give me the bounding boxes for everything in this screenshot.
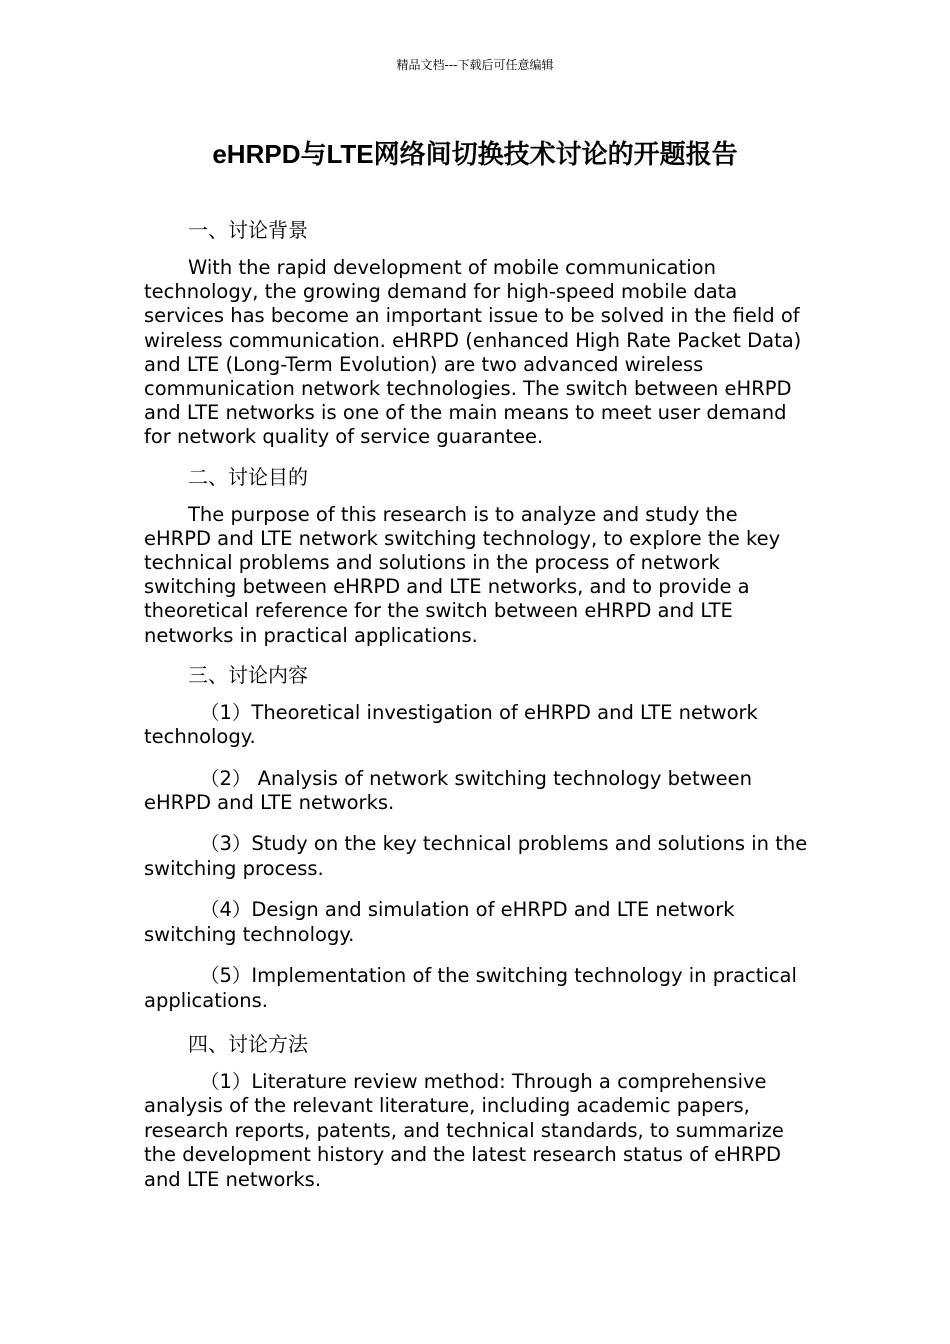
header-note: 精品文档---下载后可任意编辑: [396, 58, 554, 72]
content-item-4: （4）Design and simulation of eHRPD and LTE network switching technology.: [144, 898, 735, 946]
content-item-3: （3）Study on the key technical problems and solutions in the switching process.: [144, 832, 808, 880]
method-item-1: （1）Literature review method: Through a comprehensive analysis of the relevant literature, including academic papers, research reports, patents, and technical standards, to summarize the development history and the latest research status of eHRPD and LTE networks.: [144, 1069, 784, 1191]
section-heading-purpose: 二、讨论目的: [188, 464, 308, 489]
document-title: eHRPD与LTE网络间切换技术讨论的开题报告: [212, 139, 738, 169]
document-body: [144, 216, 808, 1209]
section-heading-content: 三、讨论内容: [188, 662, 308, 687]
content-item-1: （1）Theoretical investigation of eHRPD and LTE network technology.: [144, 700, 758, 749]
purpose-paragraph: The purpose of this research is to analyze and study the eHRPD and LTE network switching technology, to explore the key technical problems and solutions in the process of network switching between eHRPD and LTE networks, and to provide a theoretical reference for the switch between eHRPD and LTE networks in practical applications.: [144, 502, 781, 647]
content-item-2: （2） Analysis of network switching technology between eHRPD and LTE networks.: [144, 766, 752, 815]
section-heading-background: 一、讨论背景: [188, 218, 308, 242]
background-paragraph: With the rapid development of mobile communication technology, the growing demand for high-speed mobile data services has become an important issue to be solved in the field of wireless communication. eHRPD (enhanced High Rate Packet Data) and LTE (Long-Term Evolution) are two advanced wireless communication network technologies. The switch between eHRPD and LTE networks is one of the main means to meet user demand for network quality of service guarantee.: [144, 256, 802, 449]
content-item-5: （5）Implementation of the switching technology in practical applications.: [144, 964, 797, 1012]
section-heading-method: 四、讨论方法: [188, 1031, 308, 1056]
